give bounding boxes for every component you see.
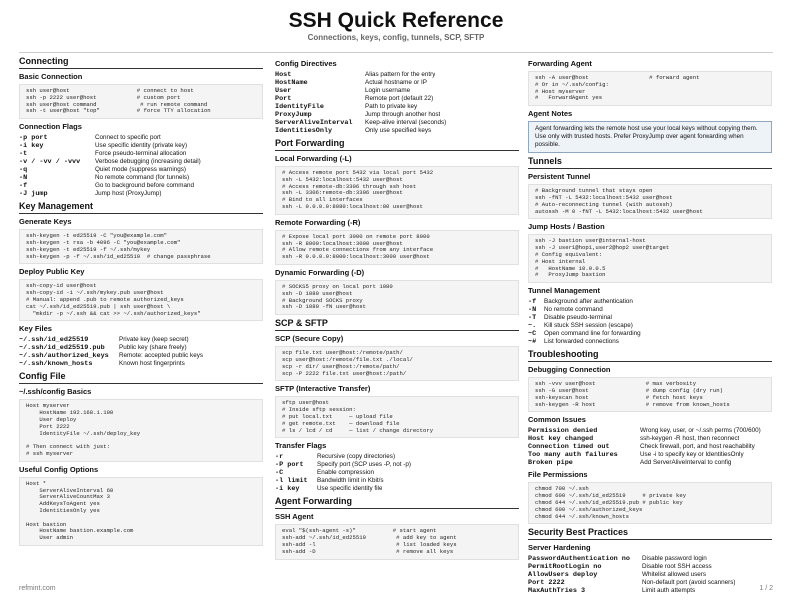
kv-value: Verbose debugging (increasing detail) [95,158,201,166]
footer-page-number: 1 / 2 [759,585,773,592]
kv-row [275,79,519,87]
kv-row [275,127,519,135]
kv-key: Too many auth failures [528,451,618,460]
kv-row [528,451,772,459]
subsection-title: Dynamic Forwarding (-D) [275,267,365,277]
kv-row [275,103,519,111]
kv-value: Keep-alive interval (seconds) [365,119,447,126]
kv-value: Add ServerAliveInterval to config [640,459,732,467]
kv-value: Force pseudo-terminal allocation [95,150,187,158]
code-block: sftp user@host # Inside sftp session: # put local.txt — upload file # get remote.txt — download file # ls / lcd / cd — list / change directory [275,396,519,438]
kv-key: -f [19,182,28,191]
kv-value: Enable compression [317,469,375,477]
kv-key: ServerAliveInterval [275,119,353,127]
kv-row [19,360,263,368]
subsection-title: Transfer Flags [275,441,327,451]
code-block: ssh -J bastion user@internal-host ssh -J user1@hop1,user2@hop2 user@target # Config equivalent: # Host internal # HostName 10.0.0.5 # ProxyJump bastion [528,234,772,283]
kv-value: Jump host (ProxyJump) [95,190,162,198]
kv-value: Login username [365,87,411,94]
kv-value: Path to private key [365,103,418,110]
kv-key: -P port [275,461,304,470]
kv-row [528,443,772,451]
kv-table [19,336,263,368]
kv-table [528,427,772,467]
subsection-title: Jump Hosts / Bastion [528,222,605,232]
kv-row [528,459,772,467]
kv-row [528,298,772,306]
kv-value: Only use specified keys [365,127,432,134]
kv-row [19,182,263,190]
code-block: ssh-keygen -t ed25519 -C "you@example.com" ssh-keygen -t rsa -b 4096 -C "you@example.com" ssh-keygen -t ed25519 -f ~/.ssh/mykey ssh-keygen -p -f ~/.ssh/id_ed25519 # change passphrase [19,229,263,264]
kv-key: User [275,87,292,95]
code-block: Host * ServerAliveInterval 60 ServerAliveCountMax 3 AddKeysToAgent yes IdentitiesOnly yes Host bastion HostName bastion.example.com User admin [19,477,263,546]
kv-value: Non-default port (avoid scanners) [642,579,736,587]
subsection-title: Common Issues [528,415,586,425]
kv-key: -N [19,174,28,183]
kv-value: Open command line for forwarding [544,330,641,338]
kv-key: ~/.ssh/id_ed25519.pub [19,344,105,353]
kv-row [19,174,263,182]
note-box: Agent forwarding lets the remote host use your local keys without copying them. Use only with trusted hosts. Prefer ProxyJump over agent forwarding when possible. [528,121,772,153]
kv-value: Actual hostname or IP [365,79,427,86]
kv-key: ~C [528,330,537,339]
kv-key: MaxAuthTries 3 [528,587,586,596]
kv-key: PasswordAuthentication no [528,555,630,564]
kv-value: Use specific identity file [317,485,383,493]
kv-row [19,336,263,344]
code-block: eval "$(ssh-agent -s)" # start agent ssh-add ~/.ssh/id_ed25519 # add key to agent ssh-add -l # list loaded keys ssh-add -D # remove all keys [275,524,519,559]
kv-key: Permission denied [528,427,598,436]
subsection-title: ~/.ssh/config Basics [19,387,92,397]
kv-value: No remote command [544,306,603,314]
kv-value: Check firewall, port, and host reachability [640,443,755,451]
kv-row [528,427,772,435]
subsection-title: SSH Agent [275,512,314,522]
kv-key: Connection timed out [528,443,610,452]
kv-key: -p port [19,134,48,143]
kv-table [275,71,519,135]
subsection-title: Agent Notes [528,109,573,119]
kv-row [528,314,772,322]
kv-key: -N [528,306,537,315]
kv-key: HostName [275,79,308,87]
code-block: # Expose local port 3000 on remote port 8000 ssh -R 8000:localhost:3000 user@host # Allow remote connections from any interface ssh -R 0.0.0.0:8000:localhost:3000 user@host [275,230,519,265]
column-middle [275,56,519,563]
kv-table [19,134,263,198]
kv-key: Port [275,95,292,103]
subsection-title: Debugging Connection [528,365,611,375]
kv-row [19,344,263,352]
kv-key: -t [19,150,28,159]
kv-row [275,95,519,103]
code-block: # SOCKS5 proxy on local port 1080 ssh -D 1080 user@host # Background SOCKS proxy ssh -D 1080 -fN user@host [275,280,519,315]
section-title: Agent Forwarding [275,496,519,509]
kv-value: Use -i to specify key or IdentitiesOnly [640,451,744,459]
kv-row [19,166,263,174]
kv-row [19,190,263,198]
column-right [528,56,772,598]
kv-row [275,119,519,127]
kv-value: Whitelist allowed users [642,571,707,579]
kv-row [528,322,772,330]
kv-row [275,469,519,477]
kv-row [528,435,772,443]
kv-value: No remote command (for tunnels) [95,174,190,182]
subsection-title: SCP (Secure Copy) [275,334,344,344]
code-block: Host myserver HostName 192.168.1.100 User deploy Port 2222 IdentityFile ~/.ssh/deploy_key # Then connect with just: # ssh myserver [19,399,263,461]
subsection-title: Config Directives [275,59,337,68]
code-block: chmod 700 ~/.ssh chmod 600 ~/.ssh/id_ed25519 # private key chmod 644 ~/.ssh/id_ed25519.pub # public key chmod 600 ~/.ssh/authorized_keys chmod 644 ~/.ssh/known_hosts [528,482,772,524]
kv-value: Recursive (copy directories) [317,453,396,461]
kv-key: Host [275,71,292,79]
kv-row [19,142,263,150]
kv-key: ProxyJump [275,111,312,119]
kv-key: ~/.ssh/known_hosts [19,360,93,369]
kv-row [275,87,519,95]
kv-key: ~/.ssh/authorized_keys [19,352,109,361]
kv-key: IdentityFile [275,103,324,111]
section-title: Connecting [19,56,263,69]
footer-site: refmint.com [19,585,56,592]
kv-key: -l limit [275,477,308,486]
kv-row [19,150,263,158]
kv-key: ~/.ssh/id_ed25519 [19,336,89,345]
kv-value: Alias pattern for the entry [365,71,436,78]
header-divider [19,52,773,53]
kv-row [528,571,772,579]
subsection-title: Tunnel Management [528,286,600,296]
kv-row [275,461,519,469]
code-block: # Access remote port 5432 via local port 5432 ssh -L 5432:localhost:5432 user@host # Access remote-db:3306 through ssh host ssh -L 3306:remote-db:3306 user@host # Bind to all interfaces ssh -L 0.0.0.0:8080:localhost:80 user@host [275,166,519,215]
kv-key: -i key [275,485,300,494]
kv-value: Remote port (default 22) [365,95,434,102]
kv-row [275,477,519,485]
kv-value: List forwarded connections [544,338,619,346]
subsection-title: Connection Flags [19,122,82,132]
kv-value: Kill stuck SSH session (escape) [544,322,633,330]
subsection-title: Server Hardening [528,543,591,553]
kv-value: Private key (keep secret) [119,336,189,344]
kv-value: Wrong key, user, or ~/.ssh perms (700/600) [640,427,761,435]
subsection-title: Remote Forwarding (-R) [275,217,361,227]
kv-key: IdentitiesOnly [275,127,333,135]
code-block: ssh -vvv user@host # max verbosity ssh -G user@host # dump config (dry run) ssh-keyscan host # fetch host keys ssh-keygen -R host # remove from known_hosts [528,377,772,412]
kv-value: Known host fingerprints [119,360,185,368]
subsection-title: Basic Connection [19,72,83,81]
kv-value: Disable pseudo-terminal [544,314,612,322]
kv-key: -J jump [19,190,48,199]
kv-value: Jump through another host [365,111,441,118]
section-title: Config File [19,371,263,384]
kv-key: -C [275,469,284,478]
kv-row [275,111,519,119]
kv-row [528,338,772,346]
kv-row [528,563,772,571]
code-block: ssh user@host # connect to host ssh -p 2222 user@host # custom port ssh user@host command # run remote command ssh -t user@host "top" # force TTY allocation [19,84,263,119]
subsection-title: Persistent Tunnel [528,172,591,182]
code-block: # Background tunnel that stays open ssh -fNT -L 5432:localhost:5432 user@host # Auto-reconnecting tunnel (with autossh) autossh -M 0 -fNT -L 5432:localhost:5432 user@host [528,184,772,219]
kv-row [275,453,519,461]
kv-value: Public key (share freely) [119,344,187,352]
section-title: SCP & SFTP [275,318,519,331]
kv-key: -q [19,166,28,175]
column-left [19,56,263,549]
kv-value: Limit auth attempts [642,587,696,595]
kv-value: Background after authentication [544,298,633,306]
kv-key: -v / -vv / -vvv [19,158,81,167]
kv-value: Connect to specific port [95,134,161,142]
kv-table [528,298,772,346]
kv-row [19,158,263,166]
kv-key: ~. [528,322,537,331]
kv-value: Disable password login [642,555,707,563]
section-title: Tunnels [528,156,772,169]
kv-key: Broken pipe [528,459,573,468]
section-title: Security Best Practices [528,527,772,540]
kv-key: -f [528,298,537,307]
kv-key: -i key [19,142,44,151]
subsection-title: SFTP (Interactive Transfer) [275,384,371,394]
kv-table [528,555,772,595]
subsection-title: Local Forwarding (-L) [275,154,352,163]
subsection-title: File Permissions [528,470,588,480]
subsection-title: Key Files [19,324,52,334]
kv-row [275,71,519,79]
kv-row [528,306,772,314]
code-block: ssh -A user@host # forward agent # Or in ~/.ssh/config: # Host myserver # ForwardAgent yes [528,71,772,106]
kv-key: Host key changed [528,435,594,444]
subsection-title: Deploy Public Key [19,267,85,277]
section-title: Port Forwarding [275,138,519,151]
kv-value: Remote: accepted public keys [119,352,204,360]
kv-table [275,453,519,493]
kv-key: ~# [528,338,537,347]
page-title: SSH Quick Reference [288,9,504,32]
kv-row [528,555,772,563]
kv-row [19,352,263,360]
kv-value: Specify port (SCP uses -P, not -p) [317,461,411,469]
kv-value: Bandwidth limit in Kbit/s [317,477,384,485]
kv-key: Port 2222 [528,579,565,588]
kv-value: Quiet mode (suppress warnings) [95,166,186,174]
kv-key: PermitRootLogin no [528,563,602,572]
kv-row [528,579,772,587]
section-title: Key Management [19,201,263,214]
kv-value: Go to background before command [95,182,195,190]
kv-value: Disable root SSH access [642,563,712,571]
subsection-title: Generate Keys [19,217,72,227]
section-title: Troubleshooting [528,349,772,362]
subsection-title: Useful Config Options [19,464,99,474]
kv-value: Use specific identity (private key) [95,142,188,150]
kv-row [528,587,772,595]
page-header [0,9,792,43]
kv-value: ssh-keygen -R host, then reconnect [640,435,740,443]
kv-key: -T [528,314,537,323]
kv-row [528,330,772,338]
kv-row [275,485,519,493]
kv-key: AllowUsers deploy [528,571,598,580]
subsection-title: Forwarding Agent [528,59,592,68]
kv-row [19,134,263,142]
kv-key: -r [275,453,284,462]
code-block: scp file.txt user@host:/remote/path/ scp user@host:/remote/file.txt ./local/ scp -r dir/ user@host:/remote/path/ scp -P 2222 file.txt user@host:/path/ [275,346,519,381]
page-subtitle: Connections, keys, config, tunnels, SCP, SFTP [307,33,485,42]
code-block: ssh-copy-id user@host ssh-copy-id -i ~/.ssh/mykey.pub user@host # Manual: append .pub to remote authorized_keys cat ~/.ssh/id_ed25519.pub | ssh user@host \ "mkdir -p ~/.ssh && cat >> ~/.ssh/authorized_keys" [19,279,263,321]
